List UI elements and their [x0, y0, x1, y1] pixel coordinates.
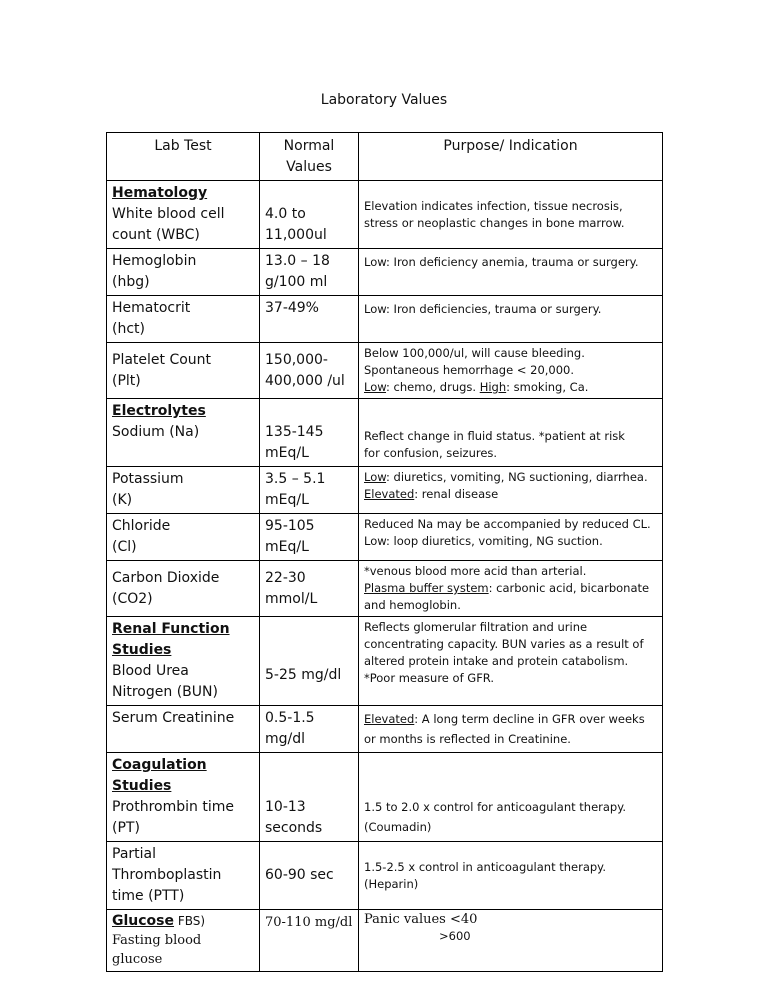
test-abbr: (CO2)	[112, 590, 153, 607]
normal-value: 60-90 sec	[265, 867, 334, 883]
table-row	[107, 249, 663, 296]
section-heading: Coagulation Studies	[112, 757, 207, 794]
test-cell	[107, 617, 260, 706]
purpose-text: Below 100,000/ul, will cause bleeding.	[364, 346, 585, 360]
test-cell	[107, 706, 260, 753]
purpose-text: *Poor measure of GFR.	[364, 671, 495, 685]
normal-unit: g/100 ml	[265, 274, 328, 290]
header-normal-line2: Values	[286, 159, 332, 175]
purpose-text: altered protein intake and protein catabolism.	[364, 654, 629, 668]
low-label: Low	[364, 470, 387, 484]
purpose-text: concentrating capacity. BUN varies as a result of	[364, 637, 644, 651]
purpose-text	[364, 580, 657, 597]
normal-cell	[260, 181, 359, 249]
normal-cell	[260, 910, 359, 972]
table-row	[107, 842, 663, 910]
lab-values-table	[106, 132, 663, 972]
normal-cell	[260, 514, 359, 561]
test-cell	[107, 561, 260, 617]
purpose-cell	[359, 842, 663, 910]
normal-unit: seconds	[265, 820, 323, 836]
purpose-cell	[359, 706, 663, 753]
buffer-text: : carbonic acid, bicarbonate	[488, 581, 650, 595]
high-text: : smoking, Ca.	[506, 380, 589, 394]
test-cell	[107, 910, 260, 972]
test-cell	[107, 399, 260, 467]
test-abbr: (Cl)	[112, 539, 137, 555]
purpose-text: for confusion, seizures.	[364, 446, 498, 460]
low-text: : diuretics, vomiting, NG suctioning, diarrhea.	[386, 470, 648, 484]
purpose-cell	[359, 343, 663, 399]
normal-value: 4.0 to	[265, 206, 306, 222]
purpose-text: and hemoglobin.	[364, 598, 461, 612]
purpose-text: Elevation indicates infection, tissue necrosis,	[364, 198, 623, 213]
normal-cell	[260, 617, 359, 706]
normal-unit: mEq/L	[265, 445, 309, 461]
test-name: Prothrombin time	[112, 799, 234, 815]
purpose-text: Panic values <40	[364, 912, 478, 927]
purpose-text: Reflects glomerular filtration and urine	[364, 620, 588, 634]
purpose-cell	[359, 753, 663, 842]
test-abbr: time (PTT)	[112, 888, 185, 904]
header-purpose: Purpose/ Indication	[359, 133, 663, 181]
normal-value: 70-110 mg/dl	[265, 915, 353, 930]
test-name: Carbon Dioxide	[112, 569, 220, 586]
purpose-cell	[359, 561, 663, 617]
test-name: Fasting blood glucose	[112, 933, 202, 967]
purpose-text: *venous blood more acid than arterial.	[364, 564, 587, 578]
normal-cell	[260, 399, 359, 467]
normal-cell	[260, 706, 359, 753]
header-normal-values	[260, 133, 359, 181]
test-name: Potassium	[112, 471, 184, 487]
normal-value: 0.5-1.5	[265, 710, 315, 726]
purpose-text: (Coumadin)	[364, 820, 432, 834]
spacer	[112, 443, 254, 464]
normal-unit: 400,000 /ul	[265, 372, 345, 389]
normal-value: 22-30	[265, 569, 306, 586]
normal-cell	[260, 561, 359, 617]
test-name: Sodium (Na)	[112, 424, 200, 440]
test-name: Thromboplastin	[112, 867, 222, 883]
normal-cell	[260, 842, 359, 910]
table-row	[107, 561, 663, 617]
section-heading: Glucose	[112, 913, 175, 929]
section-heading: Studies	[112, 642, 172, 658]
table-header-row	[107, 133, 663, 181]
purpose-cell	[359, 467, 663, 514]
purpose-text	[364, 469, 657, 486]
test-abbr: (Plt)	[112, 372, 141, 389]
table-row	[107, 399, 663, 467]
purpose-text	[364, 709, 657, 729]
test-cell	[107, 343, 260, 399]
table-row	[107, 514, 663, 561]
test-cell	[107, 467, 260, 514]
test-abbr: (K)	[112, 492, 133, 508]
normal-cell	[260, 296, 359, 343]
test-cell	[107, 296, 260, 343]
normal-unit: mmol/L	[265, 590, 318, 607]
purpose-text: stress or neoplastic changes in bone marrow.	[364, 215, 625, 230]
test-abbr: count (WBC)	[112, 227, 200, 243]
test-abbr: (hbg)	[112, 274, 150, 290]
purpose-text: Low: loop diuretics, vomiting, NG suction.	[364, 534, 603, 548]
test-cell	[107, 514, 260, 561]
section-heading: Renal Function	[112, 621, 230, 637]
test-cell	[107, 181, 260, 249]
purpose-text: Spontaneous hemorrhage < 20,000.	[364, 363, 575, 377]
normal-value: 37-49%	[265, 300, 319, 316]
table-row	[107, 467, 663, 514]
elevated-label: Elevated	[364, 487, 415, 501]
table-row	[107, 910, 663, 972]
high-label: High	[479, 380, 507, 394]
table-row	[107, 617, 663, 706]
test-cell	[107, 249, 260, 296]
normal-unit: mEq/L	[265, 492, 309, 508]
normal-value: 95-105	[265, 518, 315, 534]
normal-cell	[260, 343, 359, 399]
elevated-text: : renal disease	[414, 487, 499, 501]
purpose-text: Low: Iron deficiency anemia, trauma or surgery.	[364, 255, 639, 269]
purpose-text: 1.5 to 2.0 x control for anticoagulant therapy.	[364, 800, 627, 814]
normal-cell	[260, 753, 359, 842]
test-name: Chloride	[112, 518, 171, 534]
test-abbr: (hct)	[112, 321, 145, 337]
purpose-cell	[359, 910, 663, 972]
section-heading: Hematology	[112, 185, 208, 201]
purpose-text: Low: Iron deficiencies, trauma or surgery.	[364, 302, 602, 316]
test-abbr: Nitrogen (BUN)	[112, 684, 218, 700]
normal-cell	[260, 467, 359, 514]
test-name: Partial	[112, 846, 156, 862]
test-name: Hematocrit	[112, 300, 191, 316]
test-name: Blood Urea	[112, 663, 189, 679]
low-label: Low	[364, 380, 387, 394]
normal-cell	[260, 249, 359, 296]
buffer-label: Plasma buffer system	[364, 581, 489, 595]
section-line	[112, 912, 254, 931]
test-name: Serum Creatinine	[112, 710, 235, 726]
purpose-text	[364, 379, 657, 396]
purpose-cell	[359, 617, 663, 706]
section-heading: Electrolytes	[112, 403, 206, 419]
header-normal-line1: Normal	[283, 138, 335, 154]
test-cell	[107, 842, 260, 910]
elevated-text: : A long term decline in GFR over weeks	[414, 712, 645, 726]
purpose-cell	[359, 514, 663, 561]
purpose-text: Reflect change in fluid status. *patient at risk	[364, 429, 625, 443]
normal-value: 10-13	[265, 799, 306, 815]
elevated-label: Elevated	[364, 712, 415, 726]
table-row	[107, 296, 663, 343]
normal-value: 5-25 mg/dl	[265, 666, 342, 683]
normal-unit: mg/dl	[265, 731, 306, 747]
section-suffix: FBS)	[174, 914, 206, 928]
test-abbr: (PT)	[112, 820, 140, 836]
purpose-text: or months is reflected in Creatinine.	[364, 732, 571, 746]
page-title: Laboratory Values	[320, 92, 448, 108]
normal-value: 13.0 – 18	[265, 253, 330, 269]
table-row	[107, 753, 663, 842]
purpose-text: 1.5-2.5 x control in anticoagulant therapy.	[364, 859, 606, 874]
purpose-text: (Heparin)	[364, 876, 419, 891]
test-name: Hemoglobin	[112, 253, 197, 269]
purpose-cell	[359, 399, 663, 467]
normal-value: 3.5 – 5.1	[265, 471, 326, 487]
normal-unit: mEq/L	[265, 539, 309, 555]
purpose-cell	[359, 296, 663, 343]
purpose-cell	[359, 249, 663, 296]
low-text: : chemo, drugs.	[386, 380, 480, 394]
purpose-cell	[359, 181, 663, 249]
test-name: Platelet Count	[112, 351, 212, 368]
purpose-text	[364, 486, 657, 503]
table-row	[107, 706, 663, 753]
test-cell	[107, 753, 260, 842]
purpose-text: Reduced Na may be accompanied by reduced CL.	[364, 517, 651, 531]
purpose-text: >600	[439, 929, 471, 943]
header-lab-test: Lab Test	[107, 133, 260, 181]
table-row	[107, 343, 663, 399]
test-name: White blood cell	[112, 206, 225, 222]
normal-unit: 11,000ul	[265, 227, 327, 243]
normal-value: 150,000-	[265, 351, 328, 368]
table-row	[107, 181, 663, 249]
normal-value: 135-145	[265, 424, 324, 440]
